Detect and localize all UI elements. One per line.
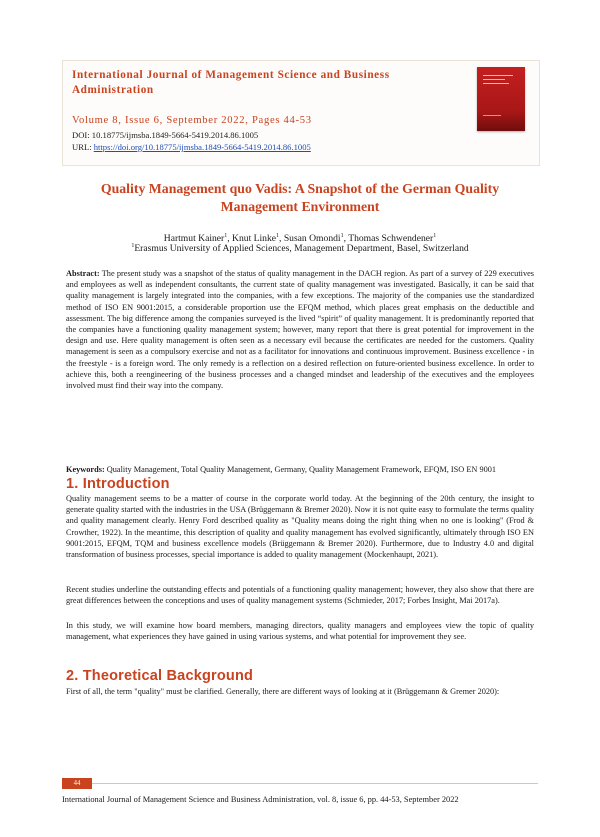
intro-paragraph-3: In this study, we will examine how board members, managing directors, quality managers and employees view the topic of quality management, what experiences they have gained in using various systems, and what potential for improvement they see.: [66, 621, 534, 642]
url-label: URL:: [72, 142, 94, 152]
keywords: [66, 464, 534, 475]
section-heading-theoretical-background: 2. Theoretical Background: [66, 668, 254, 684]
intro-paragraph-1: Quality management seems to be a matter of course in the corporate world today. At the beginning of the 20th century, the insight to generate quality started with the industries in the USA (Brüggemann & Bremer 2020). Now it is not quite easy to formulate the terms quality and quality management clearly. Henry Ford described quality as "Quality means doing the right thing when no one is looking" (Frod & Crowther, 1922). In the meantime, this description of quality and quality management has evolved significantly, ultimately through ISO EN 9001:2015, EFQM, TQM and business excellence models (Brüggemann & Bremer 2020). Furthermore, due to Industry 4.0 and digital transformation of business processes, special importance is added to quality management (Mockenhaupt, 2021).: [66, 494, 534, 560]
theory-paragraph-1: First of all, the term "quality" must be clarified. Generally, there are different ways of looking at it (Brüggemann & Gremer 2020):: [66, 687, 500, 696]
doi-line: DOI: 10.18775/ijmsba.1849-5664-5419.2014.86.1005: [72, 130, 259, 140]
keywords-text: Quality Management, Total Quality Management, Germany, Quality Management Framework, EFQM, ISO EN 9001: [104, 465, 497, 474]
paper-title: Quality Management quo Vadis: A Snapshot of the German Quality Management Environment: [100, 181, 500, 214]
page-number: 44: [62, 778, 92, 789]
keywords-label: Keywords:: [66, 465, 105, 474]
author-name: Knut Linke: [232, 233, 277, 245]
footer-divider: [62, 783, 538, 784]
url-line: [72, 142, 311, 152]
abstract-text: The present study was a snapshot of the status of quality management in the DACH region. As part of a survey of 229 executives and employees as well as independent consultants, the current state of quality management was investigated. Basically, it can be said that quality management is largely integrated into the companies, with a few exceptions. The majority of the companies use the standardized method of ISO EN 9001:2015, a considerable proportion use the EFQM method, which places great emphasis on the deductible and assessment. The big difference among the companies surveyed is the lived “spirit” of quality management. It is predominantly reported that the companies have a functioning quality management system; however, many report that there is great potential for improvement in the design and use. Here quality management is often seen as a necessary evil because the certificates are needed for the customers. Quality management is seen as a compulsory exercise and not as a facilitator for innovations and continuous improvement. Business excellence - in the freestyle - is a foreign word. The only remedy is a reflection on a desired reflection on future-oriented business excellence. In order to achieve this, both a reengineering of the business processes and a changed mindset and leadership of the executives and the employees involved must find their way into the company.: [66, 269, 534, 391]
abstract-label: Abstract:: [66, 269, 100, 278]
journal-name: International Journal of Management Science and Business Administration: [72, 69, 390, 96]
author-name: Susan Omondi: [283, 233, 341, 245]
doi-link[interactable]: https://doi.org/10.18775/ijmsba.1849-5664-5419.2014.86.1005: [93, 142, 311, 152]
section-heading-introduction: 1. Introduction: [66, 476, 170, 492]
author-name: Hartmut Kainer: [163, 233, 225, 245]
journal-cover-thumbnail: [477, 67, 525, 131]
abstract: [66, 268, 534, 391]
affiliation: $^1$Erasmus University of Applied Sciences, Management Department, Basel, Switzerland: [131, 243, 469, 255]
author-list: Hartmut Kainer$^1$, Knut Linke$^1$, Susan Omondi$^1$, Thomas Schwendener$^1$: [163, 233, 437, 245]
intro-paragraph-2: Recent studies underline the outstanding effects and potentials of a functioning quality management; however, they also show that there are great differences between the conceptions and uses of quality management systems (Schmieder, 2017; Forbes Insight, Mai 2017a).: [66, 585, 534, 606]
volume-issue-line: Volume 8, Issue 6, September 2022, Pages 44-53: [72, 115, 312, 126]
footer-citation: International Journal of Management Science and Business Administration, vol. 8, issue 6, pp. 44-53, September 2022: [62, 795, 459, 804]
author-name: Thomas Schwendener: [348, 233, 434, 245]
